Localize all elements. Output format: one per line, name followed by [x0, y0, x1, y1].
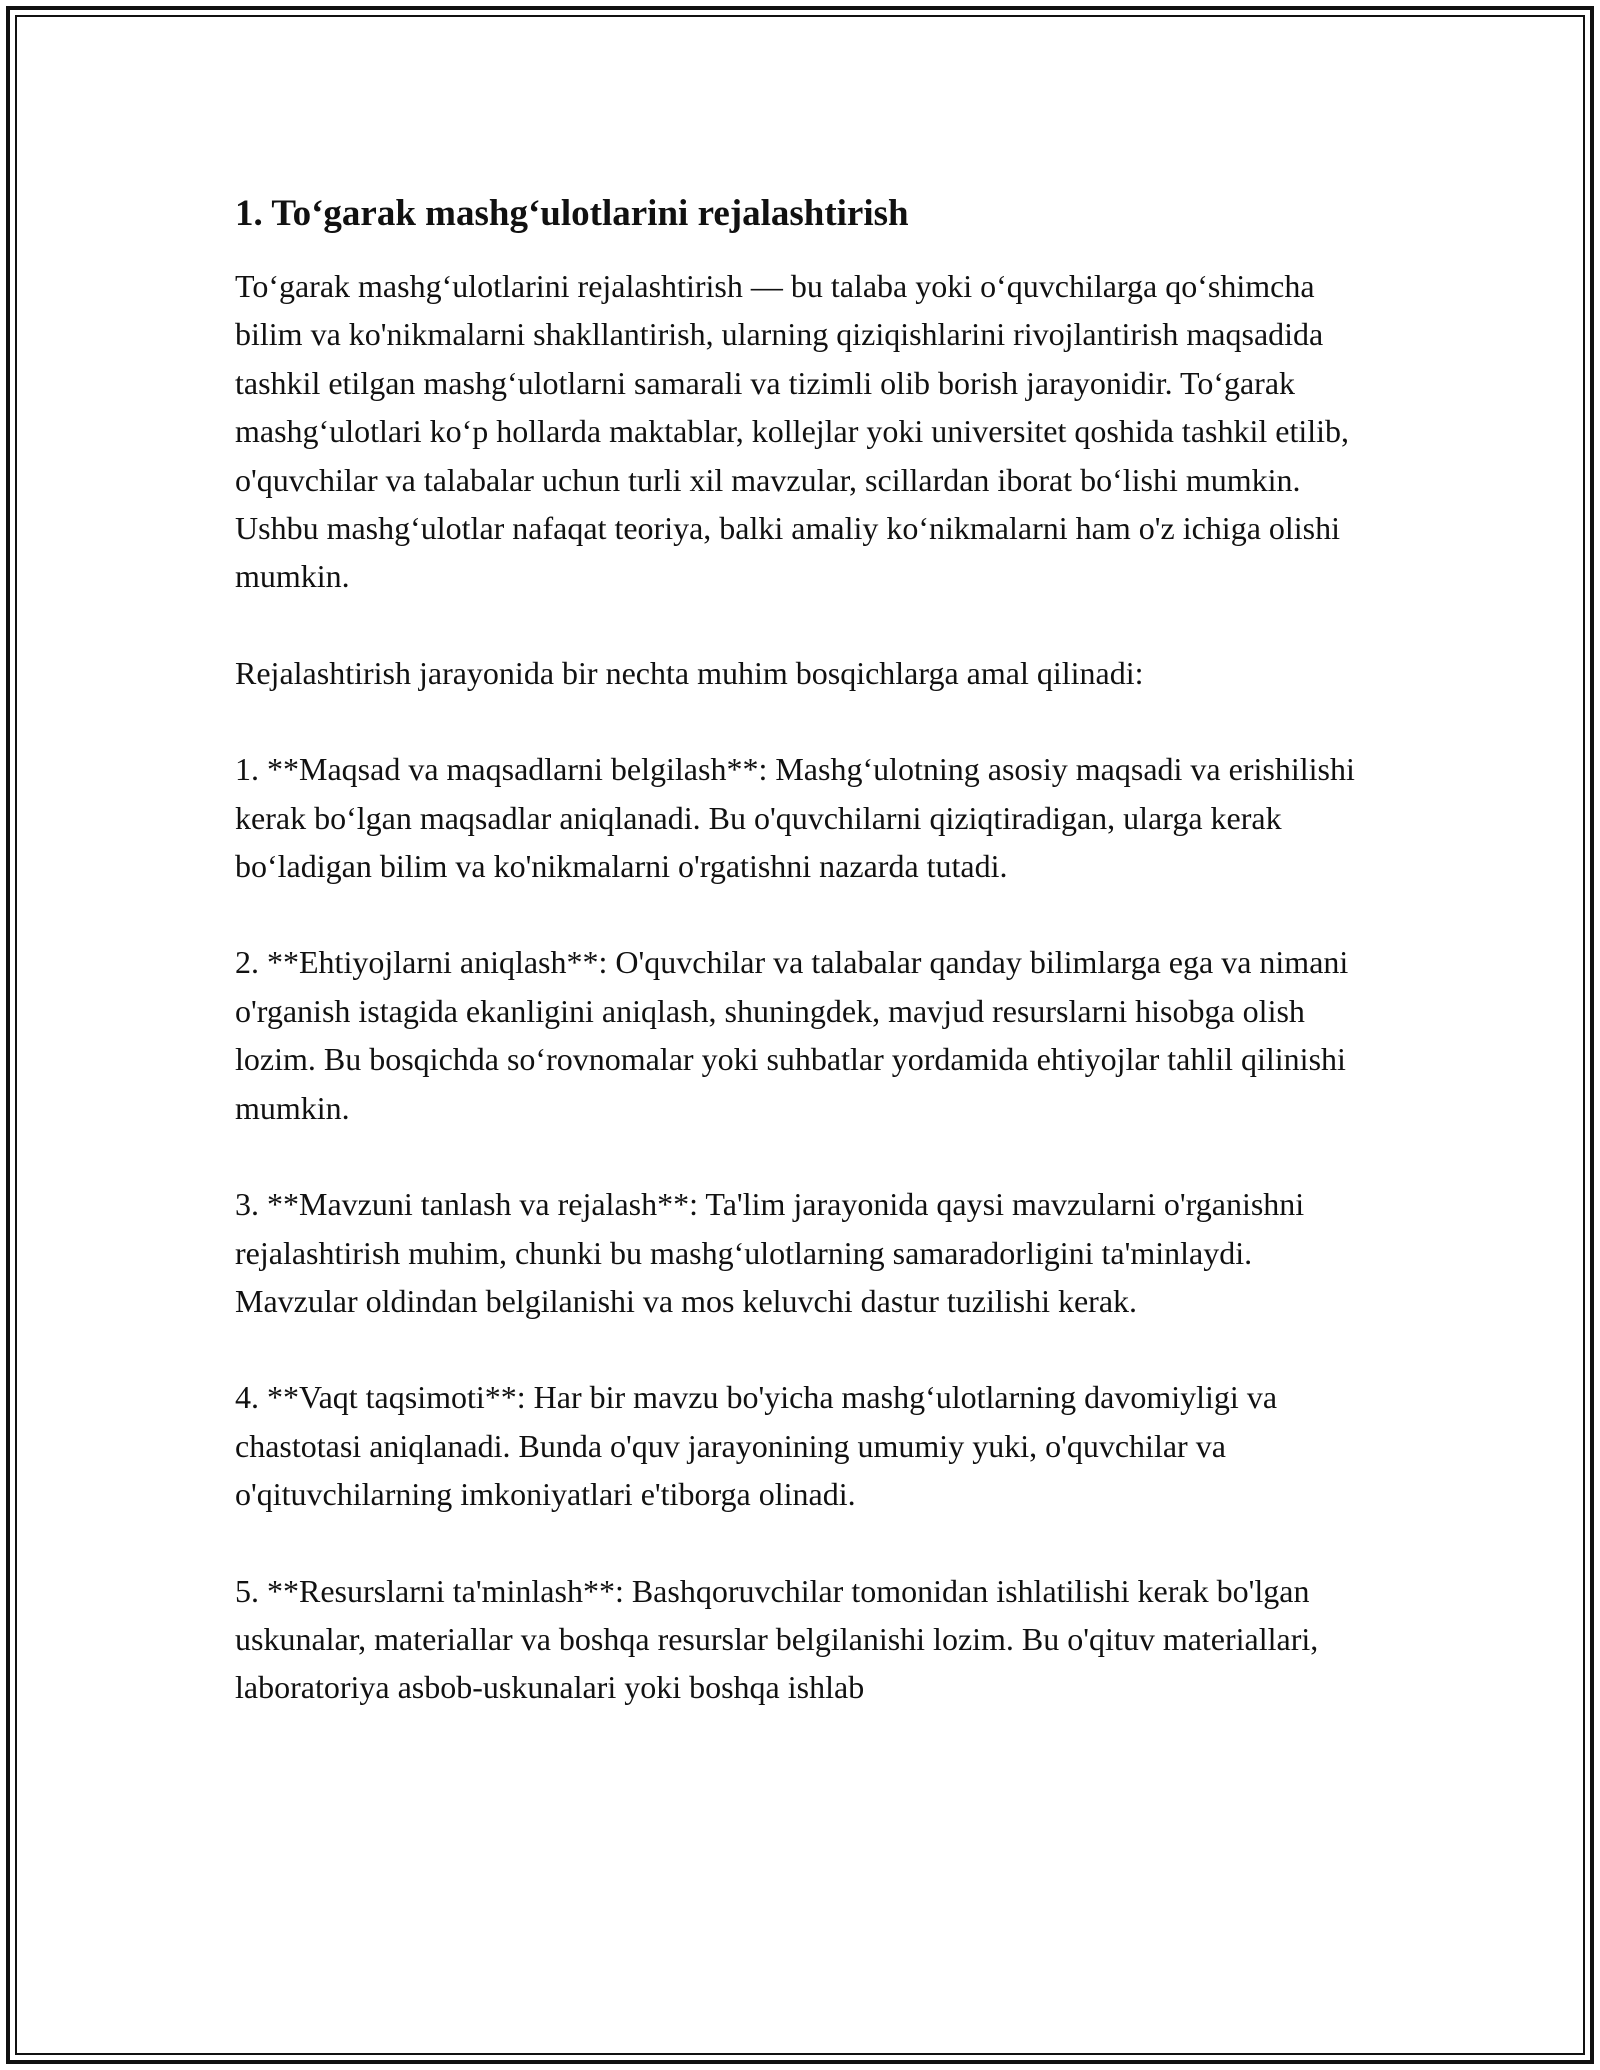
- step-5-paragraph: 5. **Resurslarni ta'minlash**: Bashqoruvchilar tomonidan ishlatilishi kerak bo'lgan uskunalar, materiallar va boshqa resurslar belgilanishi lozim. Bu o'qituv materiallari, laboratoriya asbob-uskunalari yoki boshqa ishlab: [235, 1572, 1319, 1706]
- intro-paragraph: To‘garak mashg‘ulotlarini rejalashtirish — bu talaba yoki o‘quvchilarga qo‘shimcha bilim va ko'nikmalarni shakllantirish, ularning qiziqishlarini rivojlantirish maqsadida tashkil etilgan mashg‘ulotlarni samarali va tizimli olib borish jarayonidir. To‘garak mashg‘ulotlari ko‘p hollarda maktablar, kollejlar yoki universitet qoshida tashkil etilib, o'quvchilar va talabalar uchun turli xil mavzular, scillardan iborat bo‘lishi mumkin. Ushbu mashg‘ulotlar nafaqat teoriya, balki amaliy ko‘nikmalarni ham o'z ichiga olishi mumkin.: [235, 268, 1350, 595]
- step-4-paragraph: 4. **Vaqt taqsimoti**: Har bir mavzu bo'yicha mashg‘ulotlarning davomiyligi va chastotasi aniqlanadi. Bunda o'quv jarayonining umumiy yuki, o'quvchilar va o'qituvchilarning imkoniyatlari e'tiborga olinadi.: [235, 1379, 1278, 1513]
- step-3-paragraph: 3. **Mavzuni tanlash va rejalash**: Ta'lim jarayonida qaysi mavzularni o'rganishni rejalashtirish muhim, chunki bu mashg‘ulotlarning samaradorligini ta'minlaydi. Mavzular oldindan belgilanishi va mos keluvchi dastur tuzilishi kerak.: [235, 1186, 1305, 1319]
- step-2-paragraph: 2. **Ehtiyojlarni aniqlash**: O'quvchilar va talabalar qanday bilimlarga ega va nimani o'rganish istagida ekanligini aniqlash, shuningdek, mavjud resurslarni hisobga olish lozim. Bu bosqichda so‘rovnomalar yoki suhbatlar yordamida ehtiyojlar tahlil qilinishi mumkin.: [235, 944, 1349, 1126]
- document-body: [235, 190, 1375, 1712]
- steps-intro-paragraph: Rejalashtirish jarayonida bir nechta muhim bosqichlarga amal qilinadi:: [235, 654, 1144, 691]
- step-1-paragraph: 1. **Maqsad va maqsadlarni belgilash**: Mashg‘ulotning asosiy maqsadi va erishilishi kerak bo‘lgan maqsadlar aniqlanadi. Bu o'quvchilarni qiziqtiradigan, ularga kerak bo‘ladigan bilim va ko'nikmalarni o'rgatishni nazarda tutadi.: [235, 751, 1355, 885]
- document-title: 1. To‘garak mashg‘ulotlarini rejalashtirish: [235, 193, 909, 234]
